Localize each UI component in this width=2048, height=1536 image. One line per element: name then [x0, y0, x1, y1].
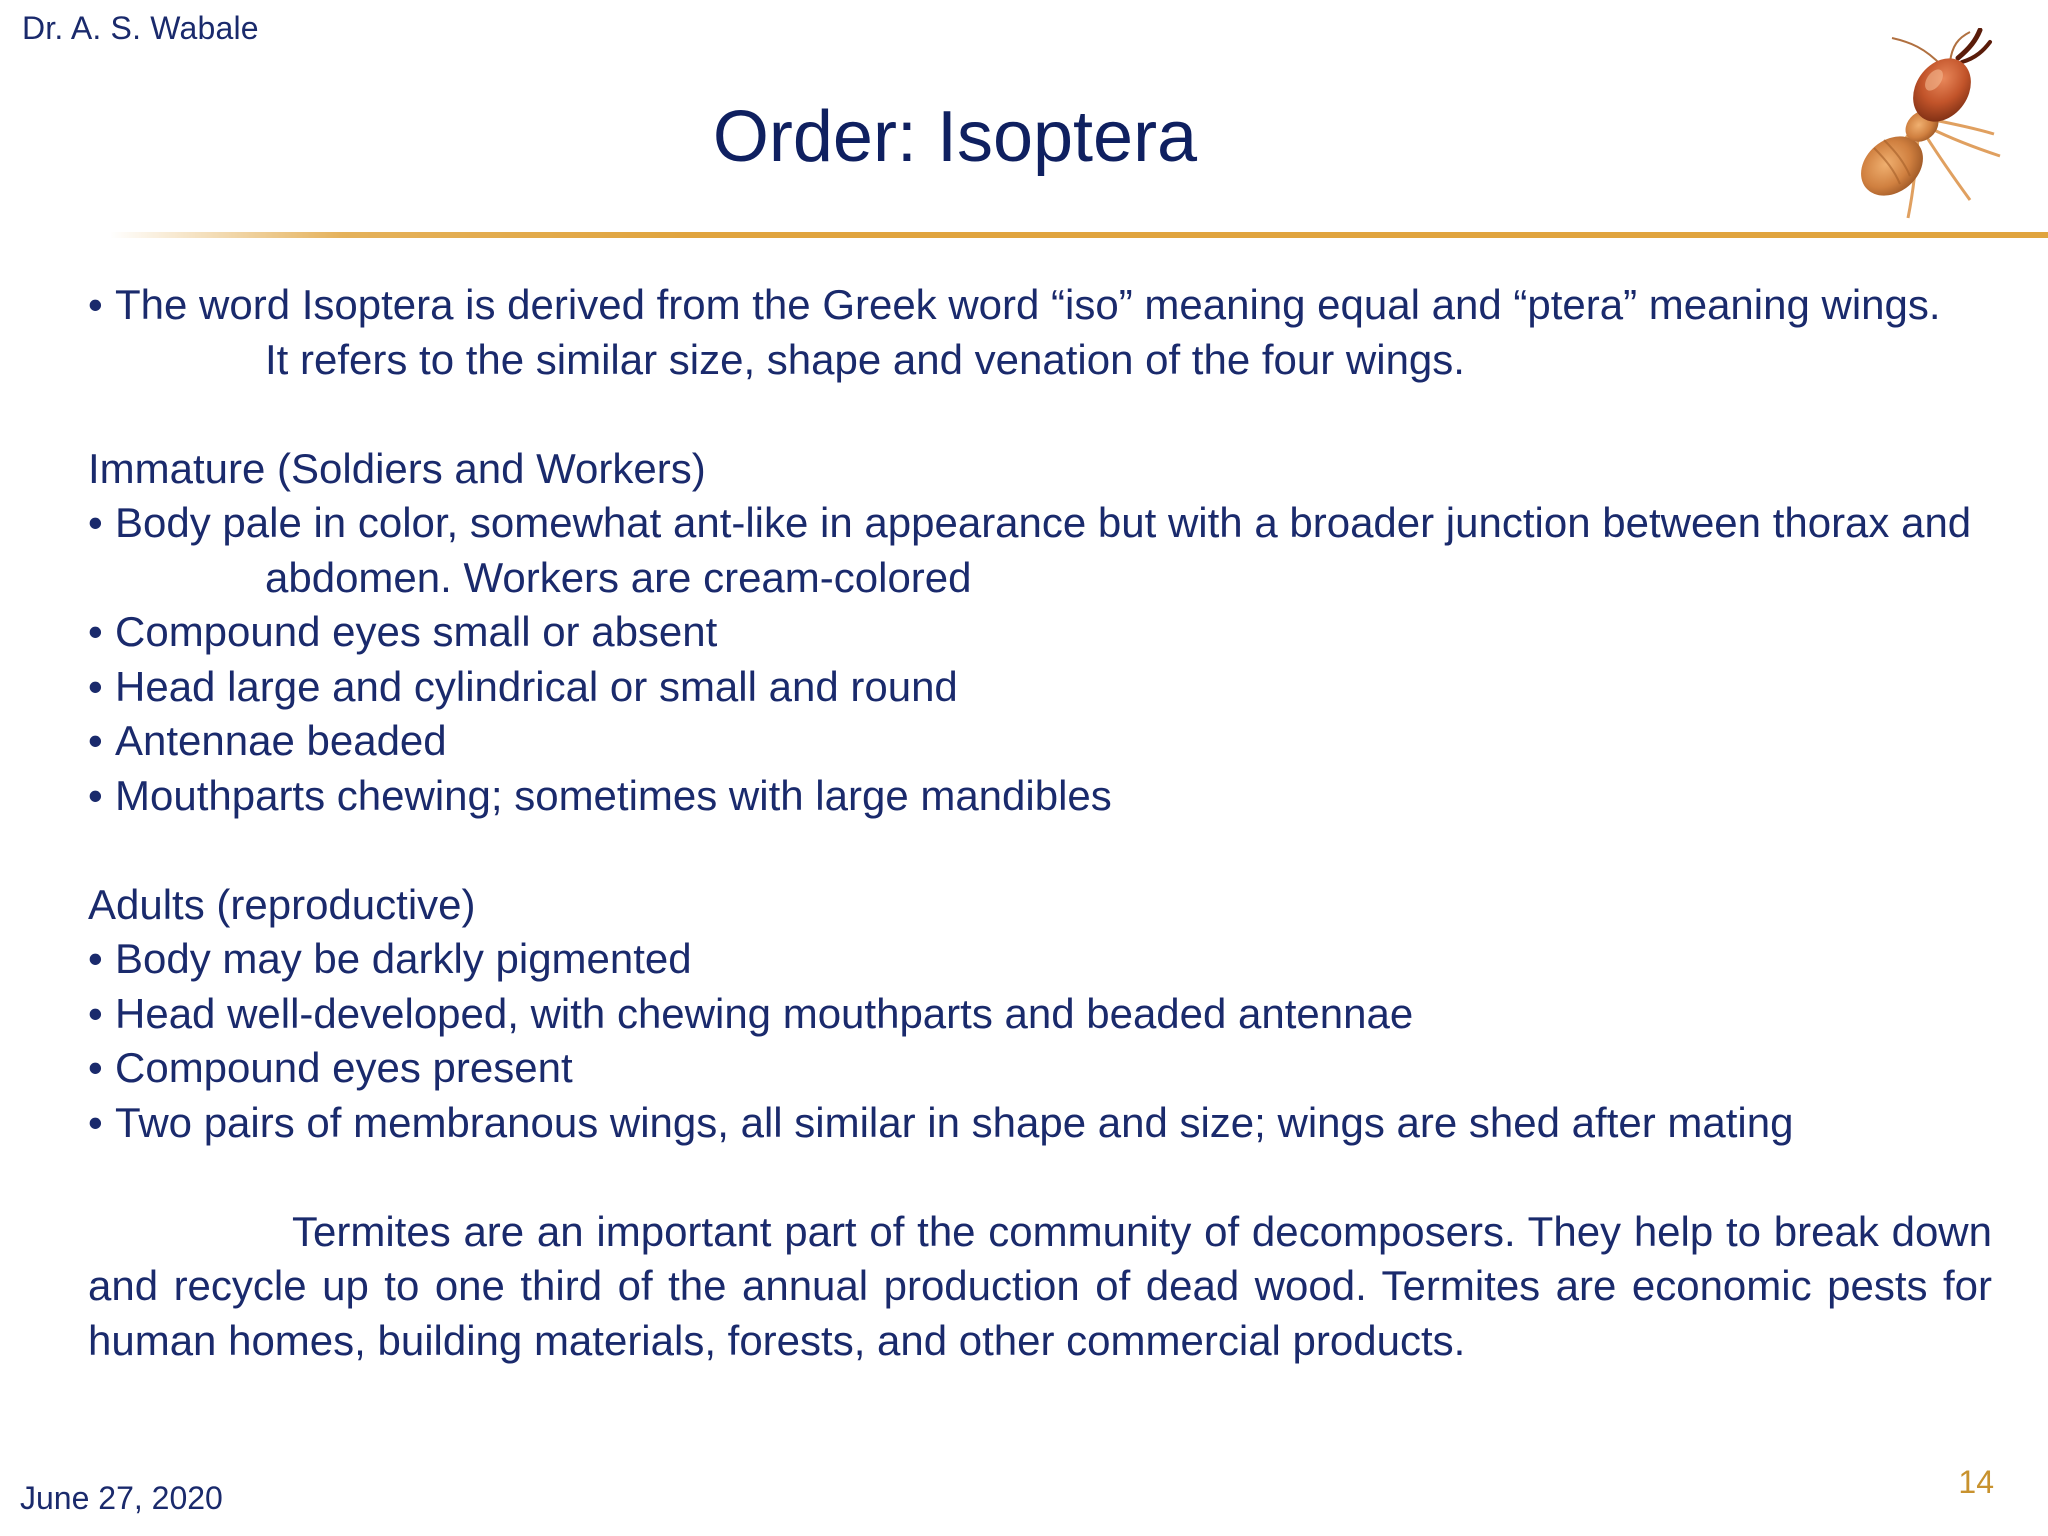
list-item-text: Head well-developed, with chewing mouthparts and beaded antennae — [115, 989, 1414, 1037]
list-item — [88, 1041, 1992, 1096]
author-name: Dr. A. S. Wabale — [22, 10, 259, 46]
list-item — [88, 769, 1992, 824]
list-item-text: Antennae beaded — [115, 717, 447, 764]
slide-date: June 27, 2020 — [20, 1480, 223, 1516]
intro-bullet — [88, 278, 1992, 387]
closing-text: Termites are an important part of the community of decomposers. They help to break down and recycle up to one third of the annual production of dead wood. Termites are economic pests for human homes, building materials, forests, and other commercial products. — [88, 1207, 1992, 1364]
intro-line-2: It refers to the similar size, shape and venation of the four wings. — [265, 335, 1465, 383]
bullet-dot: • — [88, 608, 103, 655]
bullet-dot: • — [88, 499, 103, 546]
list-item — [88, 660, 1992, 715]
list-item-text: Head large and cylindrical or small and round — [115, 662, 958, 710]
bullet-dot: • — [88, 717, 103, 764]
list-item — [88, 714, 1992, 769]
immature-heading: Immature (Soldiers and Workers) — [88, 444, 706, 492]
page-number: 14 — [1958, 1464, 1994, 1500]
intro-line-1: The word Isoptera is derived from the Greek word “iso” meaning equal and “ptera” meaning wings. — [115, 281, 1941, 328]
list-item-text: Compound eyes present — [115, 1044, 573, 1091]
bullet-dot: • — [88, 281, 103, 328]
closing-paragraph — [88, 1205, 1992, 1369]
list-item-text: Mouthparts chewing; sometimes with large mandibles — [115, 771, 1112, 819]
list-item-text: Compound eyes small or absent — [115, 608, 718, 655]
list-item-text: Body may be darkly pigmented — [115, 935, 692, 982]
bullet-dot: • — [88, 989, 103, 1037]
list-item — [88, 605, 1992, 660]
adults-heading: Adults (reproductive) — [88, 880, 476, 928]
termite-image — [1830, 28, 2010, 228]
title-divider — [110, 232, 2048, 238]
bullet-dot: • — [88, 662, 103, 710]
list-item — [88, 932, 1992, 987]
bullet-dot: • — [88, 771, 103, 819]
bullet-dot: • — [88, 935, 103, 982]
slide-title: Order: Isoptera — [712, 97, 1198, 177]
list-item-text: Two pairs of membranous wings, all similar in shape and size; wings are shed after mating — [115, 1098, 1794, 1146]
list-item-text: Body pale in color, somewhat ant-like in appearance but with a broader junction between thorax and — [115, 499, 1972, 546]
bullet-dot: • — [88, 1098, 103, 1146]
bullet-dot: • — [88, 1044, 103, 1091]
slide-content — [88, 278, 1992, 1368]
list-item-continuation: abdomen. Workers are cream-colored — [265, 553, 972, 601]
list-item — [88, 496, 1992, 605]
list-item — [88, 987, 1992, 1042]
list-item — [88, 1096, 1992, 1151]
